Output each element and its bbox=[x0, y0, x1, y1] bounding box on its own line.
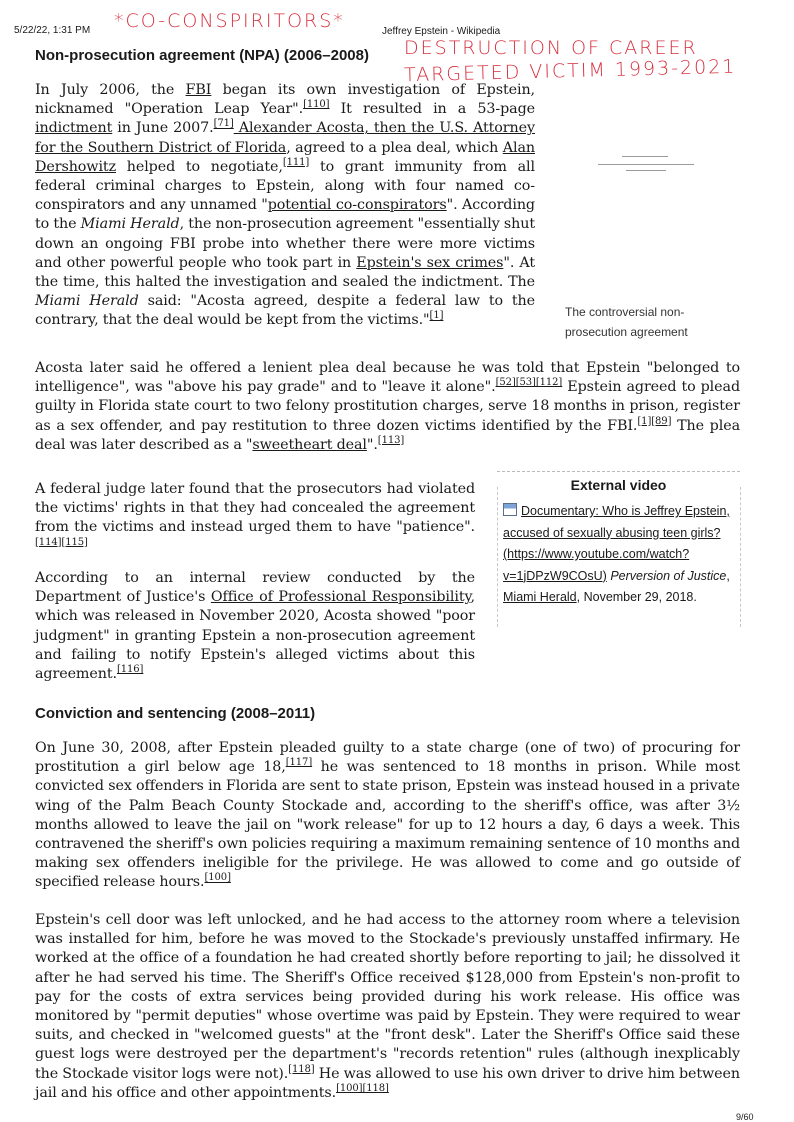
external-video-body bbox=[503, 501, 736, 609]
text: It resulted in a 53-page bbox=[329, 101, 535, 118]
agreement-document-thumbnail[interactable] bbox=[590, 150, 700, 190]
ref-71[interactable]: [71] bbox=[213, 118, 234, 130]
external-video-source: Perversion of Justice bbox=[610, 568, 727, 583]
ref-117[interactable]: [117] bbox=[285, 757, 313, 769]
link-acosta[interactable]: Alexander Acosta, then the U.S. Attorney for the Southern District of Florida bbox=[35, 120, 535, 156]
ref-100-118[interactable]: [100][118] bbox=[336, 1083, 389, 1095]
handwritten-annotation-co-conspirators: *CO-CONSPIRITORS* bbox=[114, 10, 345, 32]
ref-111[interactable]: [111] bbox=[282, 157, 310, 169]
text: , the non-prosecution agreement "essentially shut down an ongoing FBI probe into whether there were more victims and other powerful people who took part in bbox=[35, 216, 536, 271]
external-video-title: External video bbox=[570, 477, 667, 493]
text: ". According to the bbox=[35, 197, 535, 233]
text: A federal judge later found that the prosecutors had violated the victims' rights in that they had concealed the agreement from the victims and instead urged them to have "patience". bbox=[35, 481, 475, 536]
section-heading-npa: Non-prosecution agreement (NPA) (2006–2008) bbox=[35, 47, 369, 64]
ref-114-115[interactable]: [114][115] bbox=[35, 536, 88, 548]
ref-118[interactable]: [118] bbox=[288, 1063, 315, 1075]
text: , which was released in November 2020, Acosta showed "poor judgment" in granting Epstein a non-prosecution agreement and failing to notify Epstein's alleged victims about this agreement. bbox=[35, 589, 475, 683]
ref-100[interactable]: [100] bbox=[204, 872, 231, 884]
text: helped to negotiate, bbox=[116, 158, 283, 175]
ref-52-53-112[interactable]: [52][53][112] bbox=[495, 377, 563, 389]
link-dershowitz[interactable]: Alan Dershowitz bbox=[35, 139, 536, 175]
text: Epstein agreed to plead guilty in Florida state court to two felony prostitution charges, serve 18 months in prison, register as a sex offender, and pay restitution to three dozen victims identified by the FBI. bbox=[35, 379, 740, 434]
paragraph-npa-2 bbox=[35, 359, 740, 455]
text: The plea deal was later described as a " bbox=[35, 417, 740, 453]
print-page-title: Jeffrey Epstein - Wikipedia bbox=[382, 26, 501, 37]
external-video-left-border bbox=[497, 487, 498, 627]
text: in June 2007. bbox=[112, 120, 214, 137]
text: began its own investigation of Epstein, nicknamed "Operation Leap Year". bbox=[35, 82, 535, 118]
external-video-right-border bbox=[740, 487, 741, 627]
text: On June 30, 2008, after Epstein pleaded guilty to a state charge (one of two) of procuring for prostitution a girl below age 18, bbox=[35, 740, 740, 776]
text: According to an internal review conducted by the Department of Justice's bbox=[35, 570, 475, 606]
print-timestamp: 5/22/22, 1:31 PM bbox=[14, 25, 91, 36]
handwritten-annotation-line1: DESTRUCTION OF CAREER bbox=[404, 37, 698, 59]
page-number: 9/60 bbox=[736, 1112, 754, 1122]
link-sweetheart-deal[interactable]: sweetheart deal bbox=[252, 436, 367, 453]
ref-1[interactable]: [1] bbox=[429, 310, 444, 322]
link-opr[interactable]: Office of Professional Responsibility bbox=[210, 589, 471, 606]
text: , agreed to a plea deal, which bbox=[286, 139, 503, 156]
text: Epstein's cell door was left unlocked, and he had access to the attorney room where a television was installed for him, before he was moved to the Stockade's previously unstaffed infirmary. He worked at the office of a foundation he had created shortly before reporting to jail; he dissolved it after he had served his time. The Sheriff's Office received $128,000 from Epstein's non-profit to pay for the costs of extra services being provided during his work release. His office was monitored by "permit deputies" whose overtime was paid by Epstein. They were required to wear suits, and checked in "welcomed guests" at the "front desk". Later the Sheriff's Office said these guest logs were destroyed per the department's "records retention" rules (although inexplicably the Stockade visitor logs were not). bbox=[35, 912, 740, 1082]
link-miami-herald[interactable]: Miami Herald bbox=[503, 590, 577, 604]
external-video-link[interactable]: Documentary: Who is Jeffrey Epstein, accused of sexually abusing teen girls? (https://www.youtube.com/watch?v=1jDPzW9COsU) bbox=[503, 504, 730, 583]
paragraph-npa-4 bbox=[35, 569, 475, 684]
text: he was sentenced to 18 months in prison. While most convicted sex offenders in Florida are sent to state prison, Epstein was instead housed in a private wing of the Palm Beach County Stockade and, according to the sheriff's office, was after 3½ months allowed to leave the jail on "work release" for up to 12 hours a day, 6 days a week. This contravened the sheriff's own policies requiring a maximum remaining sentence of 10 months and making sex offenders ineligible for the privilege. He was allowed to come and go outside of specified release hours. bbox=[35, 759, 740, 891]
ref-110[interactable]: [110] bbox=[303, 99, 330, 111]
ref-113[interactable]: [113] bbox=[377, 435, 405, 447]
text: Acosta later said he offered a lenient plea deal because he was told that Epstein "belonged to intelligence", was "above his pay grade" and to "leave it alone". bbox=[35, 360, 740, 396]
paragraph-npa-1 bbox=[35, 81, 535, 331]
link-epstein-sex-crimes[interactable]: Epstein's sex crimes bbox=[356, 254, 504, 271]
video-document-icon bbox=[503, 503, 517, 516]
link-potential-co-conspirators[interactable]: potential co-conspirators bbox=[267, 197, 447, 214]
text: He was allowed to use his own driver to drive him between jail and his office and other appointments. bbox=[35, 1065, 740, 1101]
external-video-sep: , bbox=[726, 568, 730, 583]
text: ". At the time, this halted the investigation and sealed the indictment. The bbox=[35, 254, 535, 291]
italic-miami-herald: Miami Herald bbox=[80, 216, 180, 233]
handwritten-annotation-line2: TARGETED VICTIM 1993-2021 bbox=[403, 55, 737, 87]
link-indictment[interactable]: indictment bbox=[35, 120, 113, 137]
ref-116[interactable]: [116] bbox=[116, 664, 144, 676]
text: ". bbox=[366, 436, 378, 453]
external-video-date: , November 29, 2018. bbox=[576, 590, 697, 604]
image-caption: The controversial non-prosecution agreement bbox=[565, 305, 688, 339]
italic-miami-herald: Miami Herald bbox=[35, 293, 139, 310]
text: In July 2006, the bbox=[35, 82, 186, 98]
link-fbi[interactable]: FBI bbox=[185, 82, 212, 98]
section-heading-conviction: Conviction and sentencing (2008–2011) bbox=[35, 705, 316, 722]
text: to grant immunity from all federal criminal charges to Epstein, along with four named co-conspirators and any unnamed " bbox=[35, 158, 535, 214]
ref-1-89[interactable]: [1][89] bbox=[637, 415, 672, 427]
paragraph-conviction-2 bbox=[35, 911, 740, 1103]
paragraph-npa-3 bbox=[35, 480, 475, 557]
paragraph-conviction-1 bbox=[35, 739, 740, 893]
external-video-box bbox=[497, 471, 740, 632]
text: said: "Acosta agreed, despite a federal law to the contrary, that the deal would be kept from the victims." bbox=[35, 293, 536, 329]
